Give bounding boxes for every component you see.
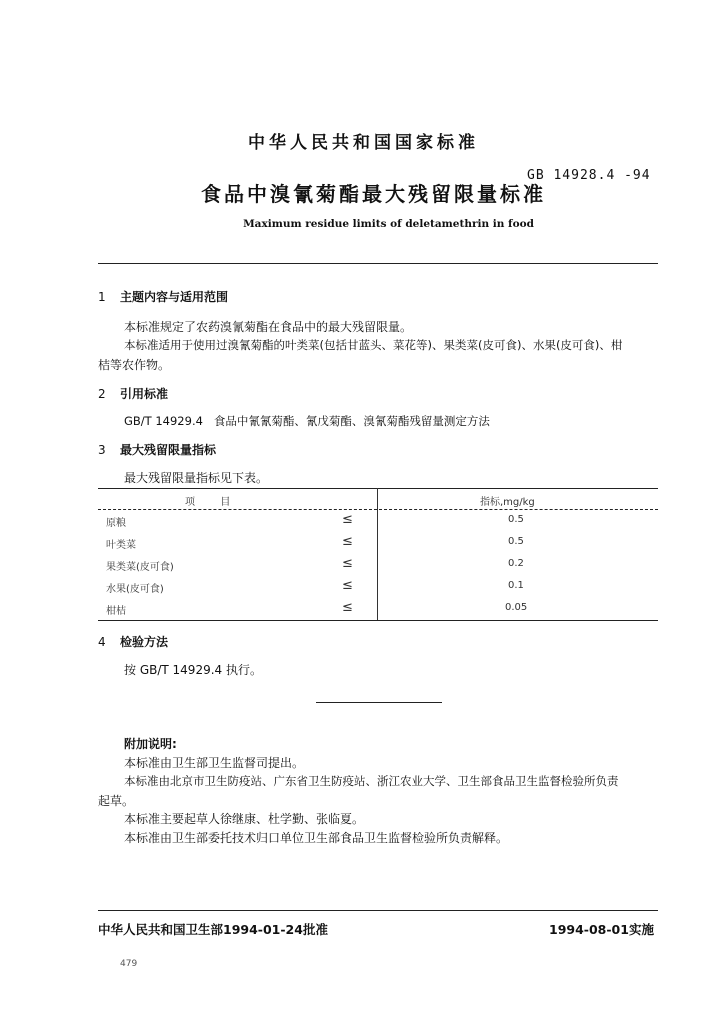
section-number: 2 [98, 387, 106, 401]
table-cell-item: 叶类菜 [106, 540, 136, 551]
less-or-equal-symbol: ≤ [342, 600, 353, 615]
note-line: 本标准由卫生部委托技术归口单位卫生部食品卫生监督检验所负责解释。 [124, 831, 509, 845]
table-cell-value: 0.05 [505, 602, 528, 613]
table-header-rule [98, 509, 658, 510]
header-divider [98, 263, 658, 264]
note-line: 起草。 [98, 794, 135, 808]
national-standard-heading: 中华人民共和国国家标准 [248, 133, 479, 153]
table-column-divider [377, 488, 378, 620]
table-cell-value: 0.5 [508, 536, 524, 547]
section-title: 检验方法 [120, 635, 169, 649]
section-1-paragraph-2-line-1: 本标准适用于使用过溴氰菊酯的叶类菜(包括甘蓝头、菜花等)、果类菜(皮可食)、水果(皮可食)、柑 [124, 338, 623, 352]
section-2-reference: GB/T 14929.4 食品中氰氰菊酯、氰戊菊酯、溴氰菊酯残留量测定方法 [124, 414, 490, 428]
section-4-heading [98, 633, 168, 650]
table-bottom-rule [98, 620, 658, 621]
standard-number: GB 14928.4 -94 [527, 168, 651, 183]
table-cell-value: 0.2 [508, 558, 524, 569]
table-header-limit: 指标,mg/kg [480, 497, 535, 508]
less-or-equal-symbol: ≤ [342, 578, 353, 593]
section-title: 最大残留限量指标 [120, 443, 217, 457]
implementation-date: 1994-08-01实施 [549, 922, 654, 937]
table-cell-item: 原粮 [106, 518, 126, 529]
table-cell-item: 水果(皮可食) [106, 584, 164, 595]
end-of-body-divider [316, 702, 442, 703]
section-3-heading [98, 441, 216, 458]
table-header-item: 项 目 [185, 497, 231, 508]
table-cell-item: 柑桔 [106, 606, 126, 617]
document-subtitle-english: Maximum residue limits of deletamethrin in food [243, 218, 534, 230]
less-or-equal-symbol: ≤ [342, 556, 353, 571]
section-number: 3 [98, 443, 106, 457]
notes-title: 附加说明: [124, 737, 177, 751]
section-number: 4 [98, 635, 106, 649]
section-1-paragraph-1: 本标准规定了农药溴氰菊酯在食品中的最大残留限量。 [124, 320, 413, 334]
section-number: 1 [98, 290, 106, 304]
table-cell-value: 0.1 [508, 580, 524, 591]
section-title: 引用标准 [120, 387, 169, 401]
section-2-heading [98, 385, 168, 402]
note-line: 本标准由卫生部卫生监督司提出。 [124, 756, 305, 770]
note-line: 本标准主要起草人徐继康、杜学勤、张临夏。 [124, 812, 365, 826]
footer-divider [98, 910, 658, 911]
section-4-paragraph: 按 GB/T 14929.4 执行。 [124, 663, 262, 677]
section-1-paragraph-2-line-2: 桔等农作物。 [98, 358, 171, 372]
table-cell-item: 果类菜(皮可食) [106, 562, 174, 573]
section-1-heading [98, 288, 228, 305]
section-3-paragraph: 最大残留限量指标见下表。 [124, 471, 269, 485]
table-top-rule [98, 488, 658, 489]
less-or-equal-symbol: ≤ [342, 512, 353, 527]
table-cell-value: 0.5 [508, 514, 524, 525]
note-line: 本标准由北京市卫生防疫站、广东省卫生防疫站、浙江农业大学、卫生部食品卫生监督检验所负责 [124, 774, 619, 788]
less-or-equal-symbol: ≤ [342, 534, 353, 549]
document-title: 食品中溴氰菊酯最大残留限量标准 [201, 182, 546, 206]
approval-statement: 中华人民共和国卫生部1994-01-24批准 [98, 922, 328, 937]
page-number: 479 [120, 959, 138, 969]
section-title: 主题内容与适用范围 [120, 290, 229, 304]
